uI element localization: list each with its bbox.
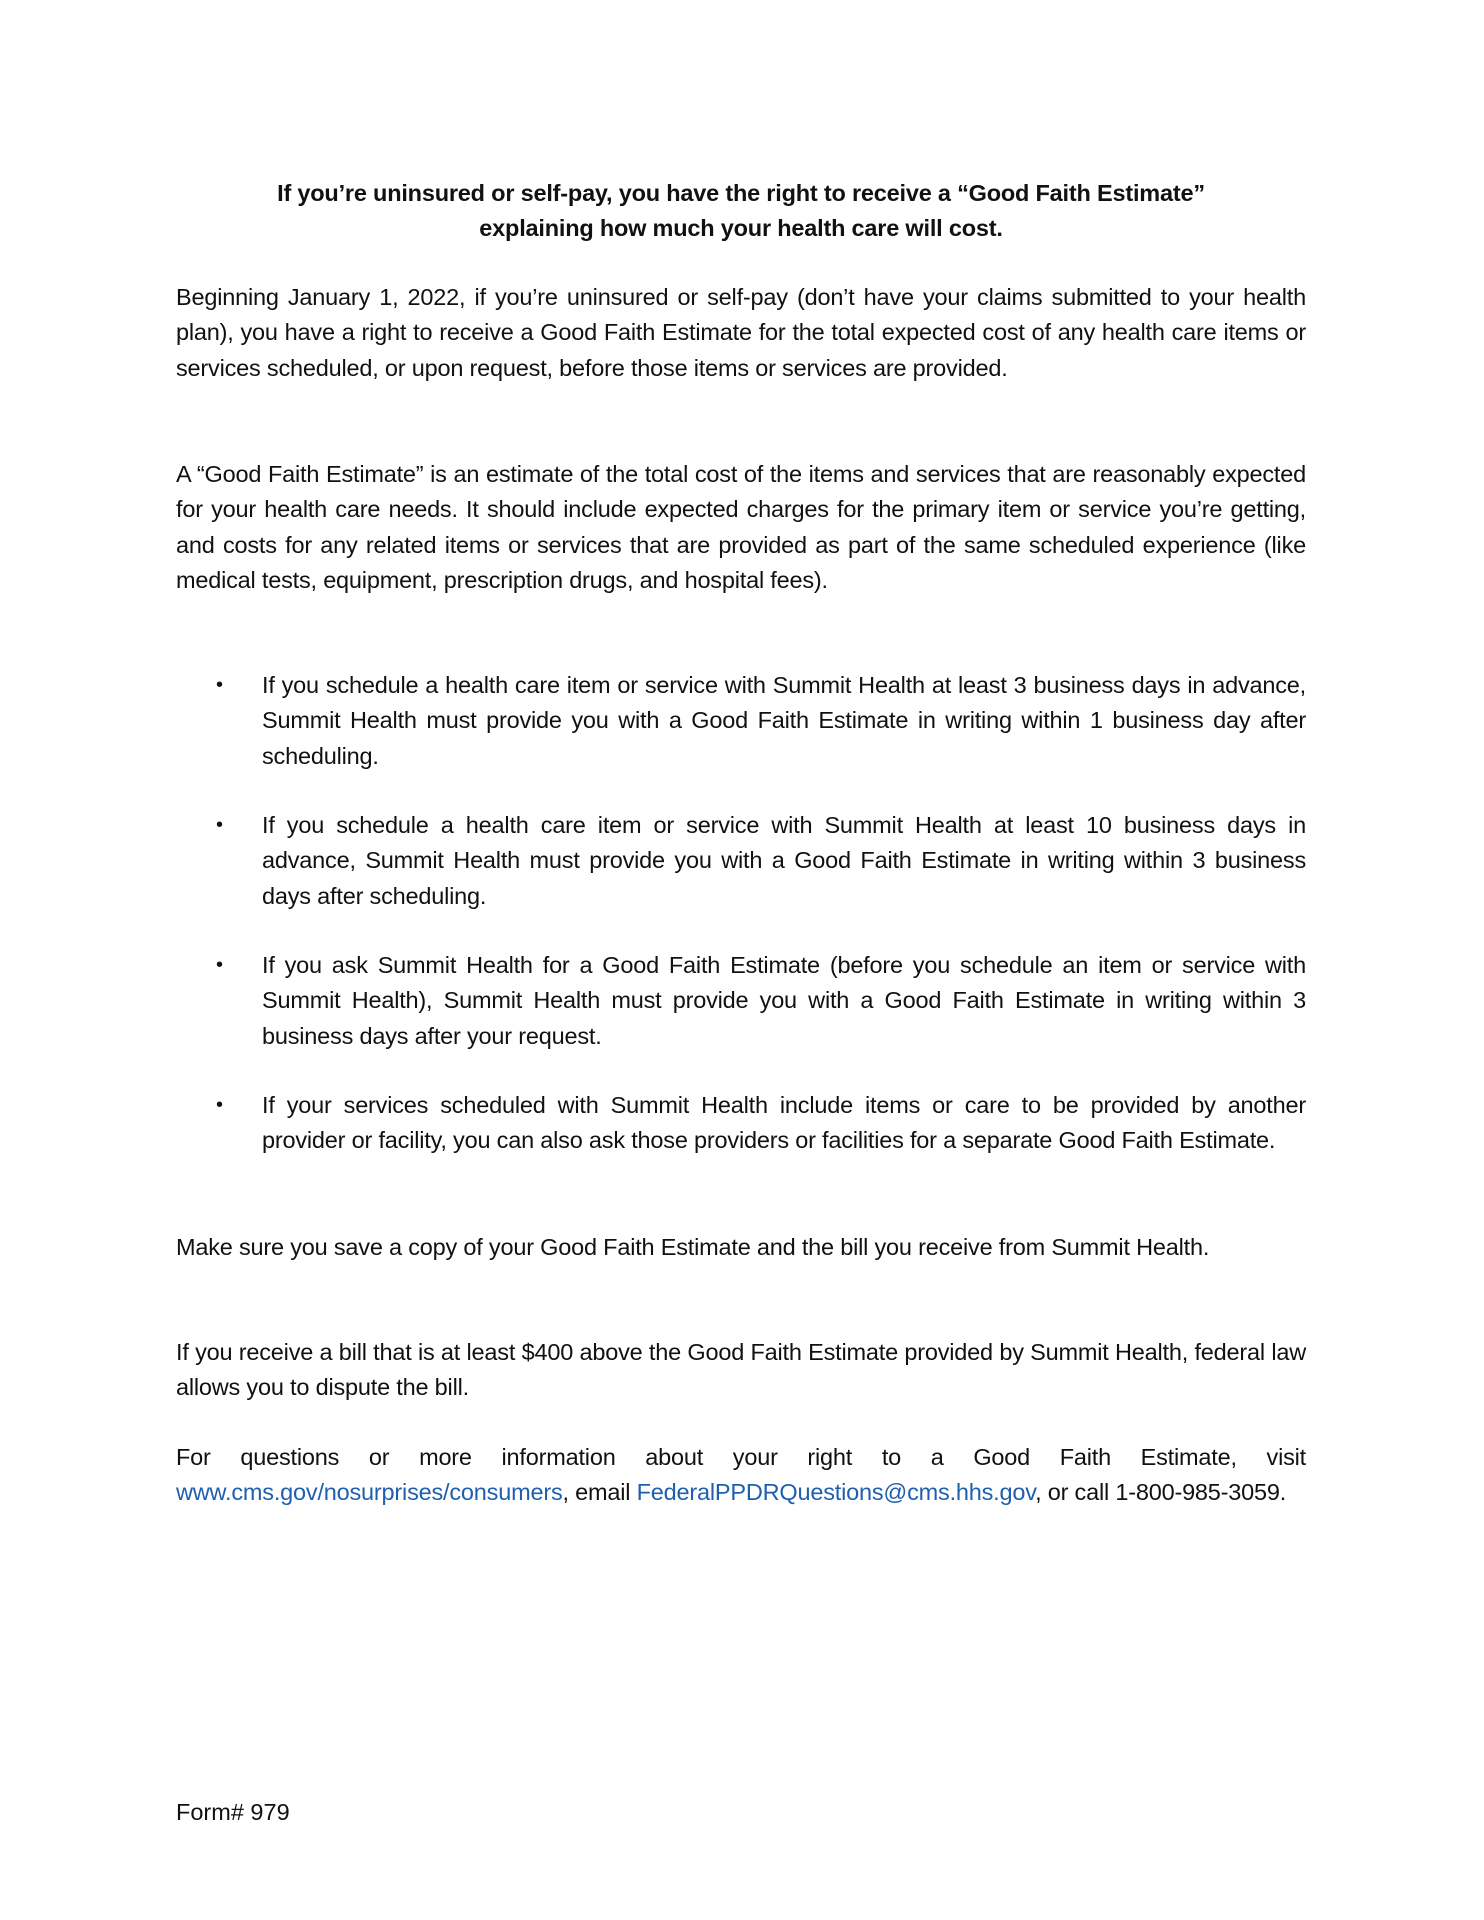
- form-number: Form# 979: [176, 1799, 290, 1825]
- bullet-text: If your services scheduled with Summit Health include items or care to be provided by another provider or facility, you can also ask those providers or facilities for a separate Good Faith Estimate.: [262, 1092, 1306, 1154]
- title-line-1: If you’re uninsured or self-pay, you have the right to receive a “Good Faith Estimate”: [277, 180, 1205, 206]
- contact-middle: , email: [562, 1479, 637, 1506]
- bullet-icon: •: [216, 954, 224, 976]
- save-copy-paragraph: Make sure you save a copy of your Good Faith Estimate and the bill you receive from Summit Health.: [176, 1234, 1210, 1260]
- bullet-text: If you schedule a health care item or service with Summit Health at least 10 business days in advance, Summit Health must provide you with a Good Faith Estimate in writing within 3 business days after scheduling.: [262, 812, 1306, 909]
- contact-paragraph: [176, 1440, 1306, 1511]
- definition-paragraph: A “Good Faith Estimate” is an estimate of the total cost of the items and services that are reasonably expected for your health care needs. It should include expected charges for the primary item or service you’re getting, and costs for any related items or services that are provided as part of the same scheduled experience (like medical tests, equipment, prescription drugs, and hospital fees).: [176, 461, 1306, 593]
- bullet-icon: •: [216, 1094, 224, 1116]
- contact-suffix: , or call 1-800-985-3059.: [1035, 1479, 1287, 1506]
- page-title: [176, 176, 1306, 246]
- bullet-text: If you ask Summit Health for a Good Faith Estimate (before you schedule an item or service with Summit Health), Summit Health must provide you with a Good Faith Estimate in writing within 3 business days after your request.: [262, 952, 1306, 1049]
- contact-prefix: For questions or more information about your right to a Good Faith Estimate, visit: [176, 1444, 1306, 1470]
- title-line-2: explaining how much your health care will cost.: [479, 215, 1003, 241]
- cms-website-link[interactable]: www.cms.gov/nosurprises/consumers: [176, 1479, 563, 1506]
- bullet-icon: •: [216, 674, 224, 696]
- bullet-text: If you schedule a health care item or service with Summit Health at least 3 business days in advance, Summit Health must provide you with a Good Faith Estimate in writing within 1 business day after scheduling.: [262, 672, 1306, 769]
- bullet-icon: •: [216, 814, 224, 836]
- email-link[interactable]: FederalPPDRQuestions@cms.hhs.gov: [636, 1479, 1036, 1506]
- intro-paragraph: Beginning January 1, 2022, if you’re uninsured or self-pay (don’t have your claims submitted to your health plan), you have a right to receive a Good Faith Estimate for the total expected cost of any health care items or services scheduled, or upon request, before those items or services are provided.: [176, 284, 1306, 381]
- dispute-paragraph: If you receive a bill that is at least $400 above the Good Faith Estimate provided by Summit Health, federal law allows you to dispute the bill.: [176, 1339, 1306, 1401]
